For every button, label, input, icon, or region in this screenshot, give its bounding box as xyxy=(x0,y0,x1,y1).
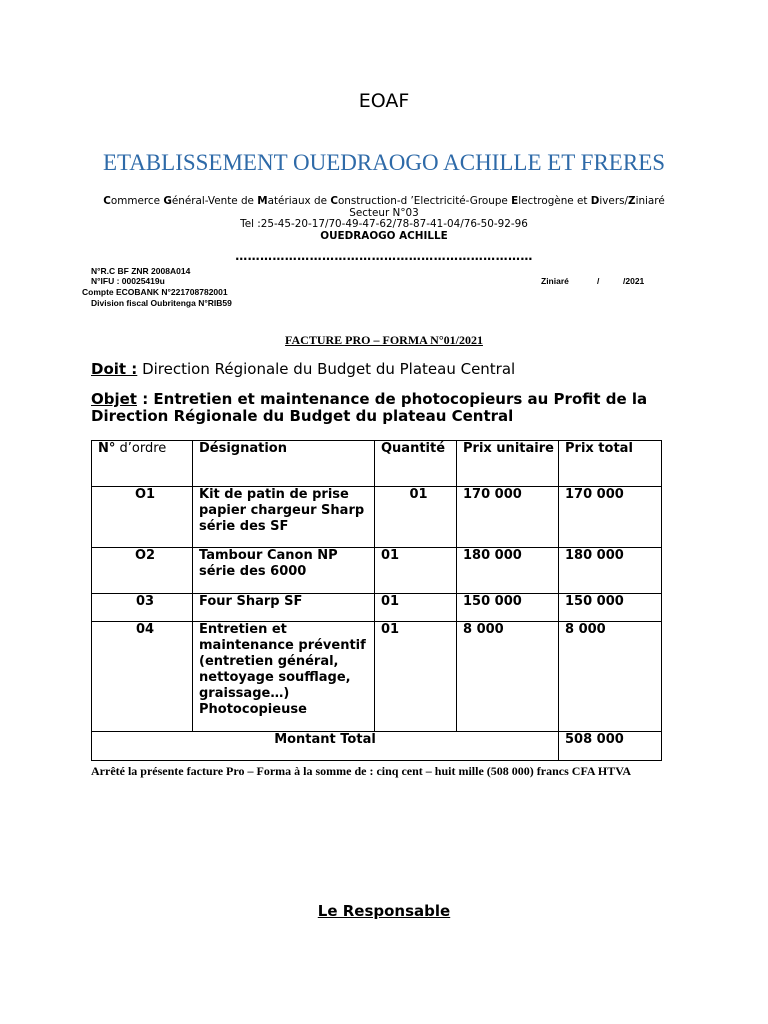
row-quantite: 01 xyxy=(375,622,457,732)
company-logo-text: EOAF xyxy=(358,90,410,112)
activity-initial: G xyxy=(163,195,172,207)
company-name: ETABLISSEMENT OUEDRAOGO ACHILLE ET FRERES xyxy=(102,150,666,175)
header-quantite: Quantité xyxy=(375,441,457,487)
activity-text: atériaux de xyxy=(267,195,331,207)
activity-text: ivers/ xyxy=(599,195,629,207)
sector-line: Secteur N°03 xyxy=(349,206,419,219)
activity-text: iniaré xyxy=(635,195,665,207)
activity-text: lectrogène et xyxy=(518,195,591,207)
activity-initial: C xyxy=(330,195,338,207)
date-year: /2021 xyxy=(623,276,645,286)
rc-number: N°R.C BF ZNR 2008A014 xyxy=(91,266,191,276)
header-num: N° d’ordre xyxy=(92,441,193,487)
table-row xyxy=(92,487,662,548)
doit-label: Doit : xyxy=(91,360,138,378)
subject-line xyxy=(91,391,691,425)
activity-text: ommerce xyxy=(110,195,164,207)
row-quantite: 01 xyxy=(375,487,457,548)
activity-line xyxy=(0,196,768,208)
row-num: 04 xyxy=(92,622,193,732)
activity-text: énéral-Vente de xyxy=(171,195,258,207)
activity-initial: E xyxy=(511,195,519,207)
amount-in-words: Arrêté la présente facture Pro – Forma à la somme de : cinq cent – huit mille (508 000) francs CFA HTVA xyxy=(91,764,632,778)
row-num: 03 xyxy=(92,594,193,622)
row-prix-total: 8 000 xyxy=(559,622,662,732)
signature-title: Le Responsable xyxy=(317,902,451,920)
table-row xyxy=(92,622,662,732)
total-label: Montant Total xyxy=(92,732,559,761)
row-quantite: 01 xyxy=(375,594,457,622)
row-num: O1 xyxy=(92,487,193,548)
tax-division: Division fiscal Oubritenga N°RIB59 xyxy=(91,298,232,308)
tel-line: Tel :25-45-20-17/70-49-47-62/78-87-41-04/76-50-92-96 xyxy=(240,218,528,231)
activity-initial: M xyxy=(257,195,268,207)
activity-text: onstruction-d ’Electricité-Groupe xyxy=(337,195,512,207)
table-row xyxy=(92,594,662,622)
invoice-title: FACTURE PRO – FORMA N°01/2021 xyxy=(285,333,483,347)
header-prix-total: Prix total xyxy=(559,441,662,487)
manager-name: OUEDRAOGO ACHILLE xyxy=(320,229,448,242)
row-designation: Kit de patin de prise papier chargeur Sharp série des SF xyxy=(193,487,375,548)
row-designation: Entretien et maintenance préventif (entretien général, nettoyage soufflage, graissage…) Photocopieuse xyxy=(193,622,375,732)
subject-value: : Entretien et maintenance de photocopieurs au Profit de la Direction Régionale du Budget du plateau Central xyxy=(91,390,648,425)
invoice-table xyxy=(91,440,662,761)
total-row xyxy=(92,732,662,761)
row-prix-unitaire: 8 000 xyxy=(457,622,559,732)
row-prix-total: 150 000 xyxy=(559,594,662,622)
row-prix-unitaire: 170 000 xyxy=(457,487,559,548)
row-prix-total: 170 000 xyxy=(559,487,662,548)
row-designation: Four Sharp SF xyxy=(193,594,375,622)
row-prix-total: 180 000 xyxy=(559,548,662,594)
activity-initial: D xyxy=(590,195,600,207)
header-designation: Désignation xyxy=(193,441,375,487)
table-header-row xyxy=(92,441,662,487)
separator-dots: ……………………………………………………………… xyxy=(235,249,533,263)
row-prix-unitaire: 150 000 xyxy=(457,594,559,622)
row-quantite: 01 xyxy=(375,548,457,594)
company-details xyxy=(0,196,768,242)
header-prix-unitaire: Prix unitaire xyxy=(457,441,559,487)
recipient-line xyxy=(91,360,691,378)
recipient-value: Direction Régionale du Budget du Plateau Central xyxy=(137,360,516,378)
bank-account: Compte ECOBANK N°221708782001 xyxy=(82,287,228,297)
activity-initial: Z xyxy=(628,195,636,207)
table-row xyxy=(92,548,662,594)
activity-initial: C xyxy=(103,195,111,207)
ifu-number: N°IFU : 00025419u xyxy=(91,276,165,286)
total-value: 508 000 xyxy=(559,732,662,761)
row-designation: Tambour Canon NP série des 6000 xyxy=(193,548,375,594)
date-place: Ziniaré xyxy=(541,276,569,286)
date-slash: / xyxy=(597,276,600,286)
row-num: O2 xyxy=(92,548,193,594)
row-prix-unitaire: 180 000 xyxy=(457,548,559,594)
objet-label: Objet xyxy=(91,390,137,408)
